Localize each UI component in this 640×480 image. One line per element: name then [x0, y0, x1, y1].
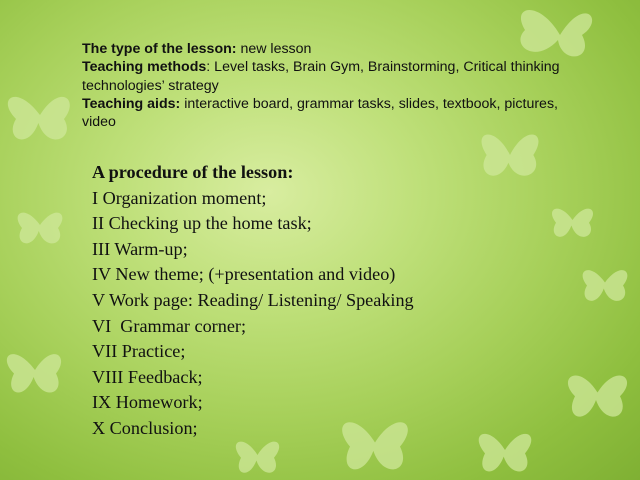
procedure-item: II Checking up the home task;	[92, 213, 312, 234]
procedure-item: IV New theme; (+presentation and video)	[92, 264, 396, 285]
teaching-aids-label: Teaching aids:	[82, 95, 181, 112]
procedure-item: VIII Feedback;	[92, 366, 203, 387]
procedure-item: V Work page: Reading/ Listening/ Speaking	[92, 289, 414, 310]
teaching-methods-line	[82, 58, 582, 95]
procedure-heading: A procedure of the lesson:	[92, 162, 294, 182]
butterfly-icon	[575, 250, 635, 315]
butterfly-icon	[10, 195, 70, 255]
lesson-type-value: new lesson	[236, 41, 312, 57]
butterfly-icon	[560, 355, 635, 430]
lesson-type-label: The type of the lesson:	[82, 41, 237, 57]
procedure-item: III Warm-up;	[92, 238, 188, 259]
procedure-item: VI Grammar corner;	[92, 315, 247, 336]
butterfly-icon	[0, 330, 70, 410]
procedure-item: I Organization moment;	[92, 187, 267, 208]
procedure-item: VII Practice;	[92, 341, 186, 362]
teaching-aids-value: interactive board, grammar tasks, slides, textbook, pictures, video	[82, 95, 558, 131]
lesson-type-line	[82, 40, 582, 58]
teaching-methods-value: : Level tasks, Brain Gym, Brainstorming, Critical thinking technologies’ strategy	[82, 59, 560, 94]
butterfly-icon	[0, 70, 80, 160]
teaching-methods-label: Teaching methods	[82, 59, 207, 76]
procedure-item: X Conclusion;	[92, 417, 198, 438]
teaching-aids-line	[82, 95, 582, 132]
lesson-procedure	[92, 160, 562, 442]
procedure-item: IX Homework;	[92, 392, 203, 413]
lesson-info	[82, 40, 582, 131]
